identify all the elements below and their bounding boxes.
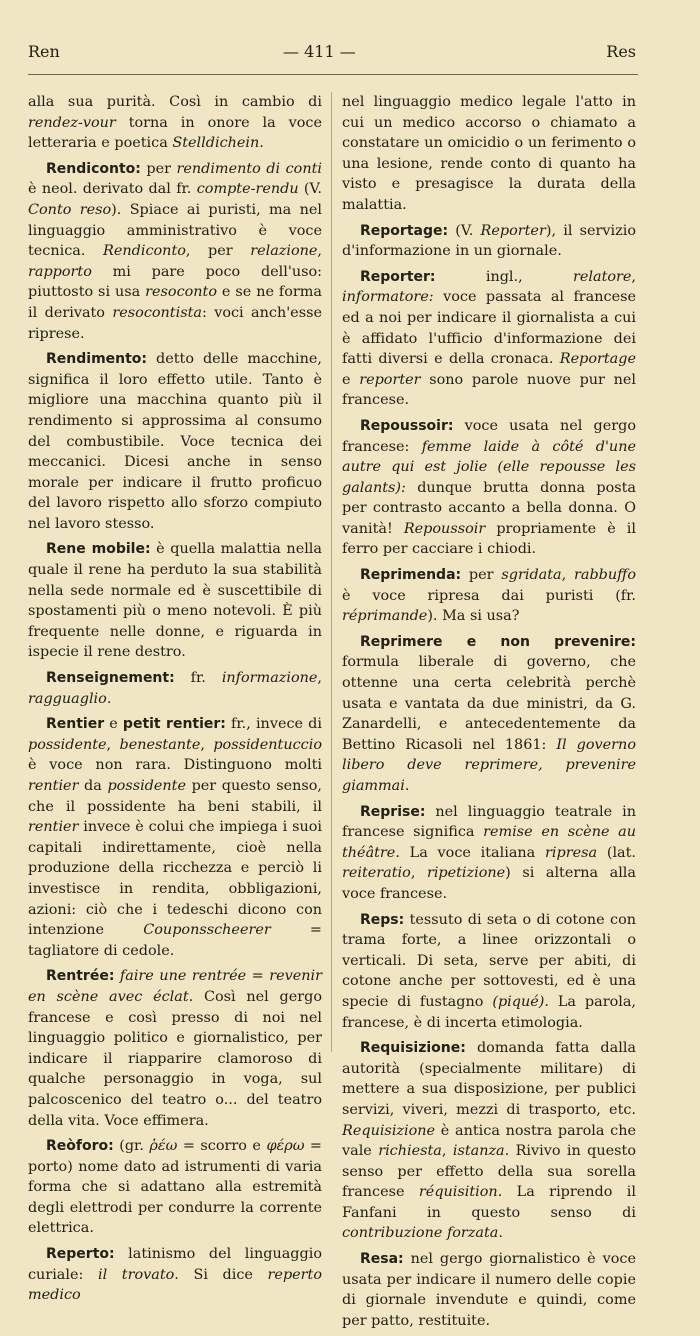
dictionary-entry [342, 267, 636, 411]
entry-text: latinismo del linguaggio curiale: [28, 1246, 322, 1283]
entry-text: . [404, 778, 410, 794]
entry-text: voce usata nel gergo francese: [342, 417, 636, 455]
italic-term: informatore: [342, 289, 434, 306]
italic-term: possidentuccio [213, 736, 322, 753]
page-number: — 411 — [283, 42, 356, 61]
italic-term: resoconto [145, 284, 218, 301]
headword: petit rentier: [122, 716, 226, 733]
headword: Reportage: [360, 222, 449, 239]
dictionary-entry [28, 714, 322, 961]
dictionary-entry [28, 668, 322, 709]
italic-term: Repoussoir [403, 520, 486, 537]
column-divider [331, 92, 332, 1052]
entry-text: . [498, 1225, 503, 1242]
italic-term: ῥέω [149, 1138, 178, 1155]
italic-term: istanza [452, 1143, 505, 1160]
entry-text: = scorro e [177, 1138, 267, 1155]
entry-text: , per [185, 243, 251, 260]
italic-term: contribuzione forzata [342, 1225, 499, 1242]
right-column [342, 92, 636, 1336]
italic-term: Couponsscheerer [143, 922, 271, 939]
italic-term: Rendiconto [103, 243, 186, 260]
entry-text: dunque brutta donna posta per contrasto accanto a bella donna. O vanità! [342, 479, 636, 537]
italic-term: reporter [359, 371, 421, 388]
italic-term: femme laide à côté d'une autre qui est jolie (elle repousse les galants): [342, 438, 636, 496]
entry-text: è neol. derivato dal fr. [28, 181, 197, 198]
dictionary-entry [342, 221, 636, 262]
entry-text: mi pare poco dell'uso: piuttosto si usa [28, 263, 322, 301]
italic-term: Requisizione [342, 1122, 436, 1139]
italic-term: benestante [119, 736, 201, 753]
italic-term: ripresa [545, 844, 598, 861]
entry-text: è quella malattia nella quale il rene ha perduto la sua stabilità nella sede normale ed è suscettibile di spostamenti più o meno notevoli. È più frequente nelle donne, e riguarda in ispecie il rene destro. [28, 541, 322, 661]
dictionary-entry [28, 1244, 322, 1306]
entry-text: , [410, 865, 427, 882]
dictionary-entry [342, 632, 636, 797]
headword: Reprimenda: [360, 567, 462, 584]
italic-term: revenir en scène avec éclat [28, 968, 322, 1005]
italic-term: rapporto [28, 263, 92, 280]
entry-text: : voci anch'esse riprese. [28, 304, 322, 342]
italic-term: rendimento di conti [176, 160, 322, 177]
italic-term: Conto reso [28, 201, 112, 218]
headword: Rendimento: [46, 351, 148, 368]
italic-term: informazione [221, 670, 318, 687]
italic-term: rentier [28, 819, 79, 836]
dictionary-entry [28, 539, 322, 663]
dictionary-entry [342, 416, 636, 560]
italic-term: reiteratio [342, 865, 411, 882]
header-first-word: Ren [28, 42, 60, 61]
dictionary-entry [342, 1038, 636, 1244]
dictionary-entry [28, 966, 322, 1131]
italic-term: rentier [28, 778, 79, 794]
italic-term: Reporter [480, 222, 546, 239]
header-rule [28, 74, 638, 75]
entry-text: è voce ripresa dai puristi (fr. [342, 587, 636, 604]
entry-text: invece è colui che impiega i suoi capitali indirettamente, cioè nella produzione della ricchezza e perciò li investisce in rendita, obbligazioni, azioni: ciò che i tedeschi dicono con intenzione [28, 819, 322, 939]
headword: Repoussoir: [360, 417, 454, 434]
left-column [28, 92, 322, 1311]
dictionary-entry [342, 802, 636, 905]
entry-text: torna in onore la voce letteraria e poetica [28, 114, 322, 152]
entry-text: fr., invece di [225, 716, 322, 733]
headword: Reps: [360, 911, 405, 928]
entry-text: (lat. [597, 844, 636, 861]
entry-text: (V. [448, 222, 481, 239]
entry-text: ) si alterna alla voce francese. [342, 865, 636, 902]
entry-text: . Rivivo in questo senso per effetto della sua sorella francese [342, 1143, 636, 1201]
entry-text: fr. [174, 670, 222, 687]
entry-text: nel gergo giornalistico è voce usata per indicare il numero delle copie di giornale invendute e quindi, come per patto, restituite. [342, 1251, 636, 1329]
entry-text: e [342, 371, 360, 388]
italic-term: rendez-vour [28, 114, 116, 131]
italic-term: remise en scène au théâtre [342, 824, 636, 861]
continued-text [28, 92, 322, 154]
italic-term: ripetizione [426, 865, 506, 882]
entry-text: , [317, 243, 322, 260]
headword: Renseignement: [46, 670, 175, 687]
entry-text: per [140, 160, 177, 177]
headword: Rentier [46, 716, 105, 733]
header-last-word: Res [606, 42, 636, 61]
headword: Reprimere e non prevenire: [360, 633, 636, 650]
entry-text: ). Ma si usa? [427, 608, 520, 625]
italic-term: Stelldichein [172, 135, 260, 152]
entry-text: , [317, 670, 322, 687]
entry-text: , [561, 567, 574, 584]
dictionary-entry [342, 910, 636, 1034]
entry-text: per questo senso, che il possidente ha beni stabili, il [28, 778, 322, 815]
italic-term: Reportage [559, 351, 636, 368]
entry-text: propriamente è il ferro per cacciare i chiodi. [342, 520, 636, 558]
dictionary-entry [342, 565, 636, 627]
entry-text: = porto) nome dato ad istrumenti di varia forma che si adattano alla estremità degli elettrodi per condurre la corrente elettrica. [28, 1138, 322, 1237]
headword: Rene mobile: [46, 541, 151, 558]
italic-term: rabbuffo [573, 567, 636, 584]
entry-text: nel linguaggio teatrale in francese significa [342, 803, 636, 841]
entry-text: è antica nostra parola che vale [342, 1122, 636, 1160]
dictionary-entry [342, 1249, 636, 1331]
entry-text: . La parola, francese, è di incerta etimologia. [342, 993, 636, 1031]
entry-text: e se ne forma il derivato [28, 284, 322, 321]
headword: Requisizione: [360, 1040, 466, 1057]
italic-term: reperto medico [28, 1266, 322, 1304]
entry-text: , [441, 1143, 453, 1160]
italic-term: relazione [250, 243, 318, 260]
entry-text: . [106, 690, 112, 707]
entry-text: = tagliatore di cedole. [28, 922, 322, 959]
entry-text: (V. [298, 181, 322, 198]
italic-term: richiesta [378, 1143, 442, 1160]
entry-text: nel linguaggio medico legale l'atto in cui un medico accorso o chiamato a constatare un omicidio o un ferimento o una lesione, rende conto di quanto ha visto e presagisce la durata della malattia. [342, 94, 636, 213]
headword: Rentrée: [46, 968, 115, 985]
italic-term: Il governo libero deve reprimere, prevenire giammai [342, 736, 636, 794]
dictionary-entry [28, 349, 322, 534]
italic-term: réprimande [342, 608, 428, 625]
italic-term: (piqué) [492, 993, 545, 1010]
italic-term: φέρω [266, 1138, 305, 1155]
headword: Reòforo: [46, 1138, 114, 1155]
italic-term: ragguaglio [28, 690, 107, 707]
entry-text: formula liberale di governo, che ottenne una certa celebrità perchè usata e vantata da due ministri, da G. Zanardelli, e antecedentemente da Bettino Ricasoli nel 1861: [342, 654, 636, 753]
dictionary-entry [28, 159, 322, 344]
entry-text: = [246, 968, 270, 985]
entry-text: ). Spiace ai puristi, ma nel linguaggio amministrativo è voce tecnica. [28, 201, 322, 260]
italic-term: réquisition [418, 1184, 498, 1201]
italic-term: sgridata [501, 567, 562, 584]
entry-text: . La voce italiana [395, 844, 546, 861]
entry-text: tessuto di seta o di cotone con trama forte, a linee orizzontali o verticali. Di seta, serve per abiti, di cotone anche per sottovesti, ed è una specie di fustagno [342, 911, 636, 1010]
italic-term: possidente [28, 736, 107, 753]
entry-text: . Si dice [174, 1266, 268, 1283]
entry-text: sono parole nuove pur nel francese. [342, 371, 636, 409]
entry-text: , [106, 736, 120, 753]
headword: Reperto: [46, 1246, 115, 1263]
entry-text: per [461, 567, 502, 584]
italic-term: resocontista [112, 304, 202, 321]
entry-text: alla sua purità. Così in cambio di [28, 94, 322, 110]
entry-text: detto delle macchine, significa il loro effetto utile. Tanto è migliore una macchina quanto più il rendimento si approssima al consumo del combustibile. Voce tecnica dei meccanici. Dicesi anche in senso morale per indicare il frutto proficuo del lavoro rispetto allo sforzo compiuto nel lavoro stesso. [28, 351, 322, 532]
headword: Resa: [360, 1251, 404, 1268]
entry-text: ), il servizio d'informazione in un giornale. [342, 222, 636, 260]
italic-term: compte-rendu [196, 181, 299, 198]
headword: Reprise: [360, 803, 426, 820]
entry-text: . Così nel gergo francese e così presso di noi nel linguaggio politico e giornalistico, per indicare il riapparire clamoroso di qualche personaggio in voga, sul palcoscenico del teatro o... del teatro della vita. Voce effimera. [28, 988, 322, 1129]
dictionary-entry [28, 1136, 322, 1239]
entry-text: (gr. [113, 1138, 150, 1155]
italic-term: possidente [107, 778, 186, 794]
entry-text: , [631, 268, 636, 285]
italic-term: relatore [573, 268, 632, 285]
entry-text: è voce non rara. Distinguono molti [28, 757, 322, 774]
entry-text: . La riprendo il Fanfani in questo senso di [342, 1184, 637, 1221]
italic-term: faire une rentrée [119, 968, 247, 985]
entry-text: da [78, 778, 108, 794]
entry-text: . [259, 135, 264, 152]
entry-text: domanda fatta dalla autorità (specialmente militare) di mettere a sua disposizione, per publici servizi, viveri, mezzi di trasporto, etc. [342, 1040, 636, 1118]
page-header [28, 42, 636, 66]
headword: Rendiconto: [46, 160, 141, 177]
headword: Reporter: [360, 268, 436, 285]
continued-text [342, 92, 636, 216]
italic-term: il trovato [97, 1266, 175, 1283]
entry-text: e [104, 716, 123, 733]
entry-text: voce passata al francese ed a noi per indicare il giornalista a cui è affidato l'ufficio d'informazione dei fatti diversi e della cronaca. [342, 289, 636, 368]
entry-text: , [200, 736, 214, 753]
entry-text: ingl., [435, 268, 573, 285]
